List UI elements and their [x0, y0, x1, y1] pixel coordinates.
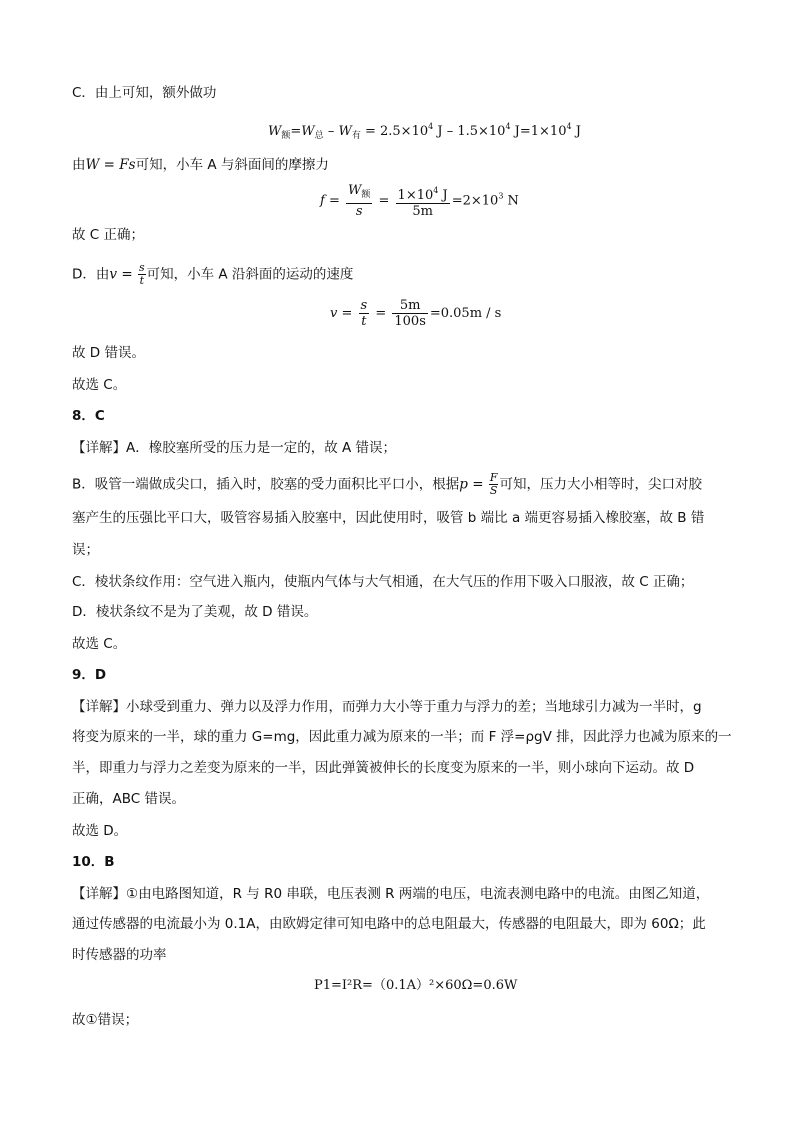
eq-w: W [268, 124, 282, 139]
eq-f: f [320, 193, 325, 209]
question-9-answer: 9．D [72, 667, 107, 683]
fraction-s-over-t [138, 262, 146, 287]
question-8-answer: 8．C [72, 408, 105, 424]
eq-unit: N [503, 193, 519, 209]
eq-unit: J [438, 188, 448, 203]
fraction-f-over-s [489, 472, 499, 497]
q10-line-wrong: 故①错误； [72, 1012, 139, 1028]
eq-rhs: J – 1.5×10 [433, 124, 506, 139]
line-d-wrong: 故 D 错误。 [72, 345, 145, 361]
q8-line-d: D．棱状条纹不是为了美观，故 D 错误。 [72, 604, 318, 620]
eq-result: =0.05m / s [429, 306, 502, 321]
q8-line-b2: 塞产生的压强比平口大，吸管容易插入胶塞中，因此使用时，吸管 b 端比 a 端更容易插入橡胶塞，故 B 错 [72, 510, 705, 526]
eq-exp: 4 [505, 122, 511, 131]
eq-w: W [338, 124, 352, 139]
eq-exp: 3 [498, 191, 504, 201]
fraction-values [392, 298, 427, 329]
frac-den: t [361, 314, 367, 329]
frac-num: 5m [392, 298, 427, 314]
fraction-w-over-s [346, 183, 372, 219]
q9-line-2: 将变为原来的一半，球的重力 G=mg，因此重力减为原来的一半；而 F 浮=ρgV 排，因此浮力也减为原来的一 [72, 729, 732, 745]
eq-den: 5m [412, 204, 433, 219]
frac-num: F [489, 471, 498, 484]
eq-rhs: J=1×10 [510, 124, 567, 139]
frac-den: 100s [394, 314, 426, 329]
line-choose-c: 故选 C。 [72, 636, 127, 652]
eq-sub: 额 [281, 131, 291, 141]
equation-velocity: v = $\frac{s}{t}$ = $\frac{5m}{100s}$ =0.05m / s [330, 298, 502, 329]
eq-w: W [301, 124, 315, 139]
eq-v: v [330, 306, 338, 321]
question-10-answer: 10．B [72, 854, 115, 870]
q10-line-1: 【详解】①由电路图知道，R 与 R0 串联，电压表测 R 两端的电压，电流表测电路中的电流。由图乙知道， [72, 886, 710, 902]
line-d-velocity: D．由v = $\frac{s}{t}$ 可知，小车 A 沿斜面的运动的速度 [72, 261, 354, 287]
q9-line-4: 正确，ABC 错误。 [72, 791, 185, 807]
eq-exp: 4 [428, 122, 434, 131]
frac-den: t [139, 274, 144, 287]
line-c-correct: 故 C 正确； [72, 227, 145, 243]
eq-result: =2×10 [451, 193, 499, 209]
q9-line-3: 半，即重力与浮力之差变为原来的一半，因此弹簧被伸长的长度变为原来的一半，则小球向下运动。故 D [72, 760, 695, 776]
q10-line-3: 时传感器的功率 [72, 947, 167, 963]
line-choose-c: 故选 C。 [72, 377, 127, 393]
eq-exp: 4 [433, 186, 439, 195]
q10-line-2: 通过传感器的电流最小为 0.1A，由欧姆定律可知电路中的总电阻最大，传感器的电阻最大，即为 60Ω；此 [72, 916, 706, 932]
equation-power: P1=I²R=（0.1A）²×60Ω=0.6W [314, 978, 518, 993]
inline-formula-w-fs: W = Fs [85, 157, 136, 173]
equation-extra-work: $W_额=W_总 - W_有 = 2.5\times 10^4$ $J - 1.5\times 10^4$ $J=1\times 10^4$ J [268, 122, 581, 141]
line-choose-d: 故选 D。 [72, 823, 128, 839]
frac-num: s [360, 298, 368, 313]
q8-line-b3: 误； [72, 542, 99, 558]
frac-den: S [489, 484, 498, 497]
eq-rhs: = 2.5×10 [364, 124, 429, 139]
text-span: 由 [72, 157, 86, 173]
q8-line-c: C．棱状条纹作用：空气进入瓶内，使瓶内气体与大气相通，在大气压的作用下吸入口服液，故 C 正确； [72, 574, 694, 590]
eq-v: v [109, 266, 118, 283]
frac-num: s [138, 261, 145, 274]
eq-rhs: J [571, 124, 581, 139]
fraction-values [396, 183, 450, 219]
line-c-header: C．由上可知，额外做功 [72, 85, 217, 101]
eq-s: s [355, 204, 363, 219]
eq-p: p [459, 476, 468, 493]
eq-sub: 额 [361, 190, 371, 200]
line-by-w-fs [72, 155, 329, 175]
eq-num: 1×10 [397, 188, 434, 203]
eq-sub: 有 [351, 131, 361, 141]
text-span: B．吸管一端做成尖口，插入时，胶塞的受力面积比平口小，根据 [72, 476, 460, 493]
q8-line-b1: B．吸管一端做成尖口，插入时，胶塞的受力面积比平口小，根据p = $\frac{F}{S}$ 可知，压力大小相等时，尖口对胶 [72, 471, 702, 497]
eq-exp: 4 [566, 122, 572, 131]
text-span: D．由 [72, 266, 110, 283]
equation-friction: f = $\frac{W_额}{s}$ = $\frac{1\times 10^4 J}{5m}$ $=2\times 10^3$ N [320, 183, 519, 219]
eq-sub: 总 [314, 131, 324, 141]
text-span: 可知，压力大小相等时，尖口对胶 [499, 476, 702, 493]
text-span: 可知，小车 A 与斜面间的摩擦力 [135, 157, 329, 173]
eq-w: W [347, 183, 362, 198]
fraction-s-over-t [359, 298, 370, 329]
text-span: 可知，小车 A 沿斜面的运动的速度 [146, 266, 354, 283]
q8-line-a: 【详解】A．橡胶塞所受的压力是一定的，故 A 错误； [72, 440, 397, 456]
q9-line-1: 【详解】小球受到重力、弹力以及浮力作用，而弹力大小等于重力与浮力的差；当地球引力减为一半时，g [72, 699, 702, 715]
